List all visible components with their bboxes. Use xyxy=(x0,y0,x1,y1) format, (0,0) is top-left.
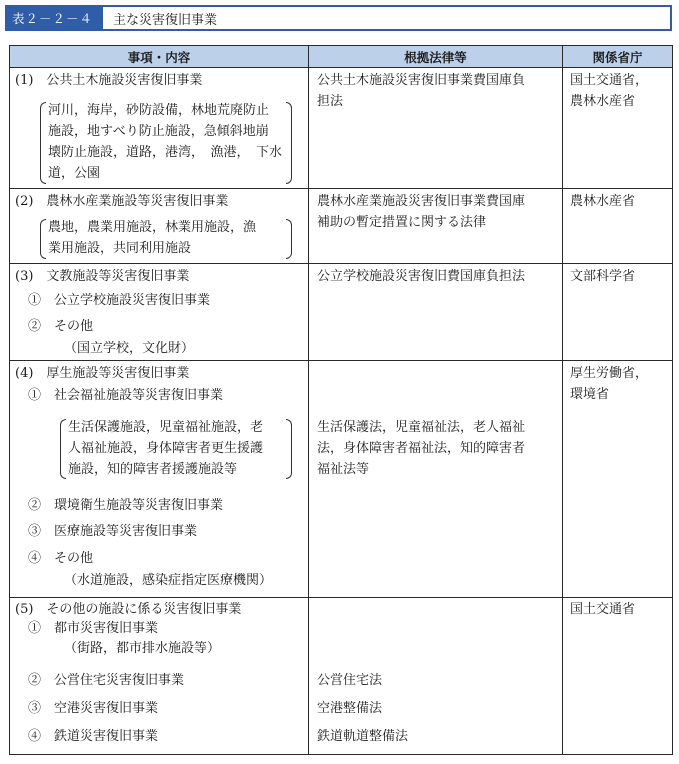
table-title: 主な災害復旧事業 xyxy=(113,12,218,28)
row5-ministries-cell xyxy=(563,598,672,754)
law-line: 補助の暫定措置に関する法律 xyxy=(317,215,487,230)
row5-items-cell xyxy=(10,598,308,754)
law-line: 公立学校施設災害復旧費国庫負担法 xyxy=(317,269,526,284)
table-number-label: 表２－２－４ xyxy=(7,7,103,29)
law-line: 担法 xyxy=(317,94,344,109)
row1-detail-line: 河川，海岸，砂防設備，林地荒廃防止 xyxy=(48,103,270,118)
law-line: 鉄道軌道整備法 xyxy=(317,729,409,744)
disaster-recovery-table xyxy=(9,45,673,755)
table-row xyxy=(10,264,673,361)
row4-items-cell xyxy=(10,361,308,597)
row1-detail-line: 道，公園 xyxy=(48,166,101,181)
row1-detail-line: 施設，地すべり防止施設，急傾斜地崩 xyxy=(48,124,269,139)
row4-item: ② 環境衛生施設等災害復旧事業 xyxy=(28,498,224,513)
row5-item: ③ 空港災害復旧事業 xyxy=(28,701,159,716)
law-line: 農林水産業施設災害復旧事業費国庫 xyxy=(317,194,526,209)
row2-laws-cell xyxy=(309,189,562,263)
law-line: 公共土木施設災害復旧事業費国庫負 xyxy=(317,73,526,88)
table-title-bar xyxy=(5,5,672,31)
row3-item: ① 公立学校施設災害復旧事業 xyxy=(28,293,211,308)
ministry-line: 国土交通省 xyxy=(570,602,636,617)
table-row xyxy=(10,68,673,189)
row5-item: ① 都市災害復旧事業 xyxy=(28,621,159,636)
row3-item: ② その他 xyxy=(28,319,94,334)
row4-detail-line: 生活保護施設，児童福祉施設，老 xyxy=(68,420,264,435)
row5-sub-note: （街路，都市排水施設等） xyxy=(64,641,221,656)
ministry-line: 農林水産省 xyxy=(570,194,636,209)
table-row xyxy=(10,189,673,264)
law-line: 法，身体障害者福祉法，知的障害者 xyxy=(317,441,526,456)
law-line: 空港整備法 xyxy=(317,701,383,716)
row1-ministries-cell xyxy=(563,68,672,188)
row3-laws-cell xyxy=(309,264,562,360)
row4-laws-cell xyxy=(309,361,562,597)
header-ministries: 関係省庁 xyxy=(563,46,673,68)
row5-item: ④ 鉄道災害復旧事業 xyxy=(28,729,159,744)
row1-laws-cell xyxy=(309,68,562,188)
ministry-line: 環境省 xyxy=(570,387,610,402)
table-header-row xyxy=(10,46,673,68)
table-row xyxy=(10,598,673,755)
row3-ministries-cell xyxy=(563,264,672,360)
ministry-line: 厚生労働省， xyxy=(570,366,649,381)
row2-detail-line: 農地，農業用施設，林業用施設，漁 xyxy=(48,220,257,235)
row3-items-cell xyxy=(10,264,308,360)
left-bracket xyxy=(40,102,46,184)
row1-heading: (1) 公共土木施設災害復旧事業 xyxy=(15,73,203,88)
row5-laws-cell xyxy=(309,598,562,754)
right-bracket xyxy=(286,102,292,184)
row4-item: ③ 医療施設等災害復旧事業 xyxy=(28,524,198,539)
row4-ministries-cell xyxy=(563,361,672,597)
header-laws: 根拠法律等 xyxy=(309,46,563,68)
right-bracket xyxy=(286,419,292,479)
row2-detail-line: 業用施設，共同利用施設 xyxy=(48,241,192,256)
row5-item: ② 公営住宅災害復旧事業 xyxy=(28,673,185,688)
ministry-line: 文部科学省 xyxy=(570,269,636,284)
row4-sub-note: （水道施設，感染症指定医療機関） xyxy=(64,573,273,588)
row4-item: ④ その他 xyxy=(28,551,94,566)
row3-sub-note: （国立学校，文化財） xyxy=(64,341,195,356)
table-row xyxy=(10,361,673,598)
law-line: 福祉法等 xyxy=(317,462,370,477)
row2-items-cell xyxy=(10,189,308,263)
row2-ministries-cell xyxy=(563,189,672,263)
row4-detail-line: 施設，知的障害者援護施設等 xyxy=(68,462,238,477)
row2-heading: (2) 農林水産業施設等災害復旧事業 xyxy=(15,194,229,209)
row5-heading: (5) その他の施設に係る災害復旧事業 xyxy=(15,602,242,617)
left-bracket xyxy=(40,219,46,259)
law-line: 生活保護法，児童福祉法，老人福祉 xyxy=(317,420,526,435)
header-items: 事項・内容 xyxy=(10,46,309,68)
ministry-line: 国土交通省， xyxy=(570,73,649,88)
row3-heading: (3) 文教施設等災害復旧事業 xyxy=(15,269,190,284)
row4-heading: (4) 厚生施設等災害復旧事業 xyxy=(15,366,190,381)
row4-item: ① 社会福祉施設等災害復旧事業 xyxy=(28,388,224,403)
row4-detail-line: 人福祉施設，身体障害者更生援護 xyxy=(68,441,264,456)
law-line: 公営住宅法 xyxy=(317,673,383,688)
row1-items-cell xyxy=(10,68,308,188)
ministry-line: 農林水産省 xyxy=(570,94,636,109)
row1-detail-line: 壊防止施設，道路，港湾， 漁港， 下水 xyxy=(48,145,283,160)
right-bracket xyxy=(286,219,292,259)
left-bracket xyxy=(60,419,66,479)
